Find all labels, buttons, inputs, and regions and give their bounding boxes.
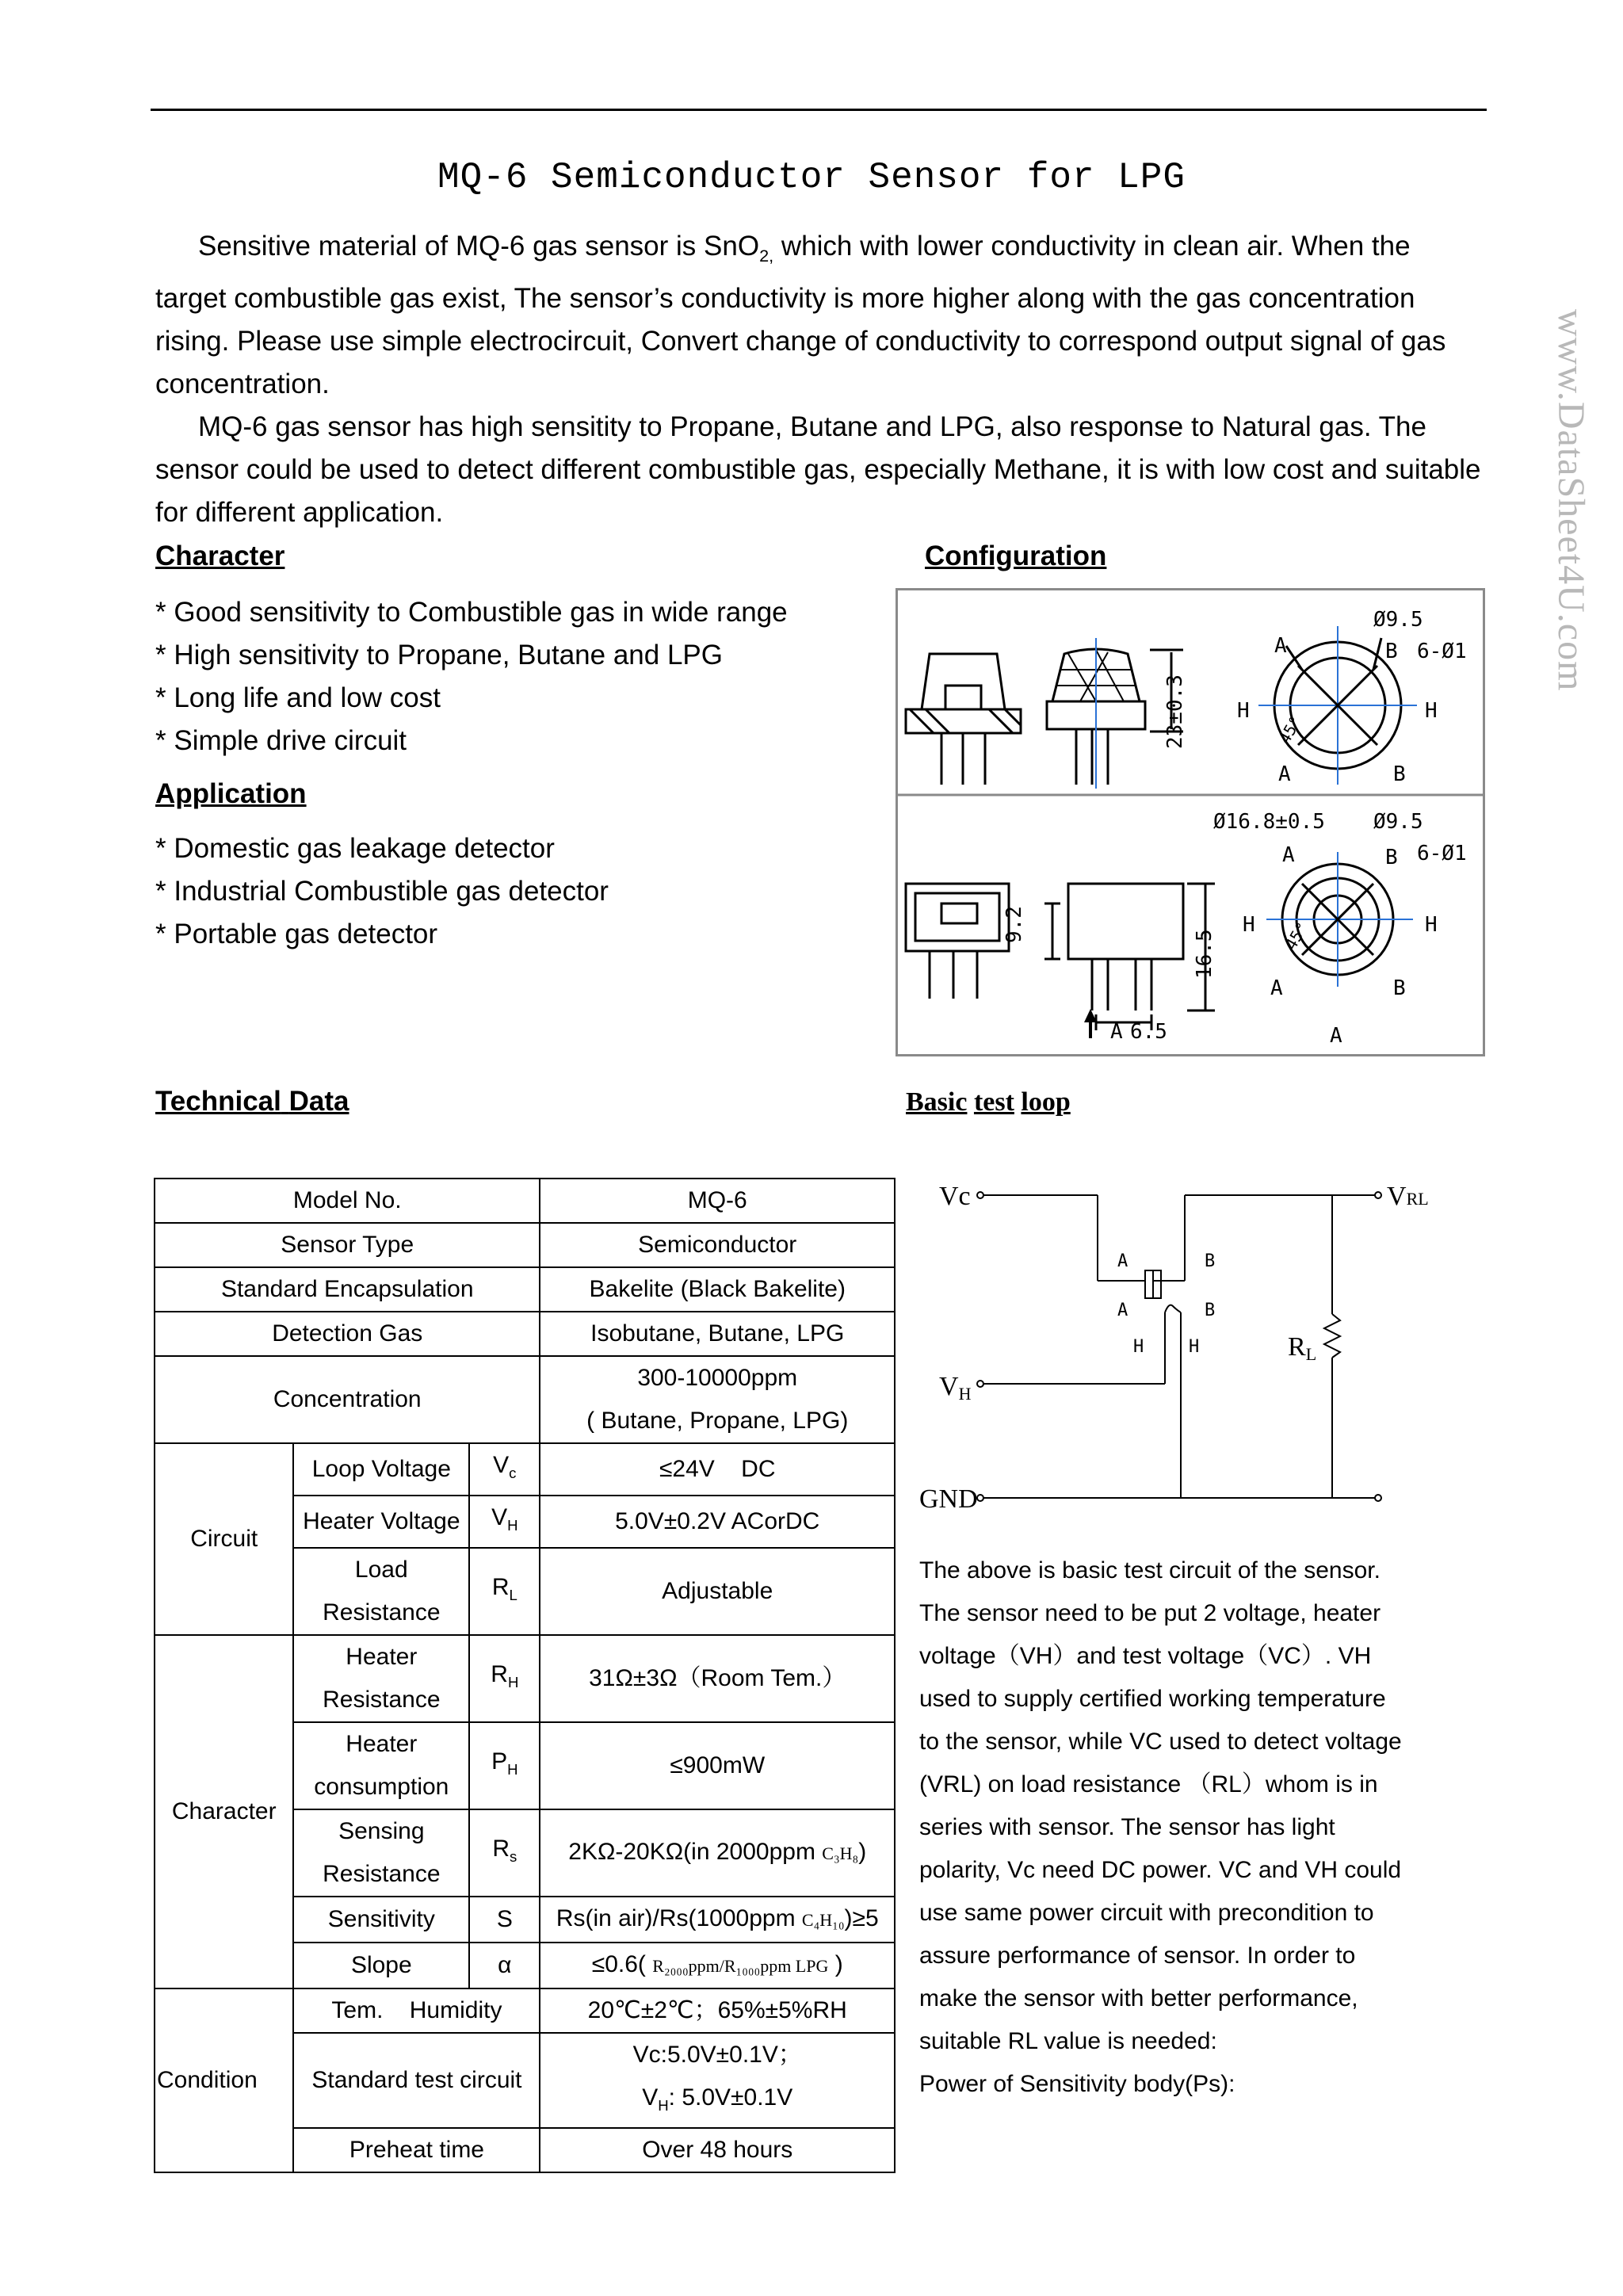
vc-label: Vc (939, 1182, 971, 1211)
pins-bottom-label: 6-Ø1 (1417, 842, 1467, 865)
application-heading: Application (155, 778, 307, 809)
list-item: * Domestic gas leakage detector (155, 833, 555, 864)
table-row: Heater Voltage $V_H$ 5.0V±0.2V ACorDC (155, 1496, 895, 1548)
sensor-pin-b: B (1205, 1251, 1216, 1271)
vrl-label: VRL (1387, 1182, 1429, 1211)
pin-label-h: H (1243, 913, 1255, 937)
pin-layout-bottom (1266, 852, 1413, 987)
list-item: * Good sensitivity to Combustible gas in wide range (155, 597, 788, 628)
table-row: Standard Encapsulation Bakelite (Black Bakelite) (155, 1267, 895, 1312)
pin-label-h: H (1237, 699, 1250, 723)
list-item: * Long life and low cost (155, 682, 441, 713)
table-row: Model No. MQ-6 (155, 1179, 895, 1223)
sensor-pin-a: A (1117, 1301, 1128, 1320)
test-circuit-description: The above is basic test circuit of the sensor. The sensor need to be put 2 voltage, heater voltage（VH）and test voltage（VC）. VH used to supply certified working temperature to the sensor, while VC used to detect voltage (VRL) on load resistance （RL）whom is in series with sensor. The sensor has light polarity, Vc need DC power. VC and VH could use same power circuit with precondition to assure performance of sensor. In order to make the sensor with better performance, suitable RL value is needed: Power of Sensitivity body(Ps): (919, 1549, 1411, 2106)
pin-label-a: A (1330, 1024, 1342, 1048)
configuration-heading: Configuration (925, 541, 1107, 571)
height-92-label: 9.2 (1002, 906, 1026, 943)
angle-bottom-label: 45° (1281, 919, 1312, 953)
sensor-pin-h: H (1133, 1337, 1144, 1357)
table-row: Character Heater Resistance $R_H$ 31Ω±3Ω（Room Tem.） (155, 1635, 895, 1722)
table-row: Detection Gas Isobutane, Butane, LPG (155, 1312, 895, 1356)
sensor-pin-b: B (1205, 1301, 1216, 1320)
vh-label: VH (939, 1372, 972, 1404)
intro-text (155, 225, 1487, 534)
terminal-icon (977, 1192, 983, 1198)
technical-data-heading: Technical Data (155, 1086, 349, 1117)
rl-label: RL (1288, 1332, 1317, 1364)
height-dimension-top: 23±0.3 (1163, 674, 1187, 749)
table-row: Preheat time Over 48 hours (155, 2128, 895, 2172)
sensor-side-section (906, 654, 1021, 785)
list-item: * Industrial Combustible gas detector (155, 876, 609, 907)
table-row: Circuit Loop Voltage $V_c$ ≤24V DC (155, 1443, 895, 1496)
pin-label-a: A (1270, 976, 1283, 1000)
pin-label-b: B (1393, 976, 1406, 1000)
character-list (155, 591, 788, 762)
table-row: Sensitivity S Rs(in air)/Rs(1000ppm C₄H₁₀)≥5 (155, 1897, 895, 1943)
gnd-label: GND (919, 1484, 978, 1514)
sensor-body-side (1044, 884, 1215, 1030)
pin-label-h: H (1425, 699, 1438, 723)
technical-data-table (154, 1178, 896, 2173)
table-row: Concentration 300-10000ppm ( Butane, Propane, LPG) (155, 1356, 895, 1443)
pin-label-b: B (1385, 640, 1398, 663)
application-list (155, 827, 609, 956)
basic-test-loop-heading: Basic test loop (906, 1087, 1071, 1117)
terminal-icon (1375, 1192, 1381, 1198)
table-row: Sensing Resistance $R_s$ 2KΩ-20KΩ(in 2000ppm C₃H₈) (155, 1809, 895, 1897)
width-65-label: 6.5 (1130, 1020, 1167, 1044)
watermark: www.DataSheet4U.com (1550, 309, 1592, 692)
pin-label-b: B (1385, 846, 1398, 869)
sensor-bottom-section (906, 884, 1009, 999)
table-row: Condition Tem. Humidity 20℃±2℃；65%±5%RH (155, 1988, 895, 2033)
table-row: Slope α ≤0.6( R₂₀₀₀ppm/R₁₀₀₀ppm LPG ) (155, 1943, 895, 1988)
list-item: * Simple drive circuit (155, 725, 407, 756)
section-a-label: A (1110, 1020, 1123, 1044)
list-item: * Portable gas detector (155, 919, 438, 949)
configuration-drawing (896, 588, 1485, 1056)
diameter-168-label: Ø16.8±0.5 (1213, 810, 1325, 834)
table-row: Standard test circuit Vc:5.0V±0.1V； $V_H$: 5.0V±0.1V (155, 2033, 895, 2128)
sensor-pin-a: A (1117, 1251, 1128, 1271)
table-row: Heater consumption $P_H$ ≤900mW (155, 1722, 895, 1809)
sensitivity-power-label: Power of Sensitivity body(Ps): (919, 2071, 1235, 2097)
sensor-pin-h: H (1189, 1337, 1200, 1357)
pin-label-a: A (1274, 634, 1287, 658)
angle-top-label: 45° (1274, 712, 1306, 747)
diameter-top-label: Ø9.5 (1373, 608, 1423, 632)
intro-paragraph-2: MQ-6 gas sensor has high sensitity to Propane, Butane and LPG, also response to Natural gas. The sensor could be used to detect different combustible gas, especially Methane, it is with low cost and suitable for different application. (155, 411, 1481, 528)
terminal-icon (977, 1495, 983, 1501)
terminal-icon (1375, 1495, 1381, 1501)
pin-label-a: A (1278, 762, 1291, 786)
pin-label-a: A (1282, 843, 1295, 867)
test-circuit-diagram (907, 1171, 1462, 1532)
table-row: Load Resistance $R_L$ Adjustable (155, 1548, 895, 1635)
list-item: * High sensitivity to Propane, Butane and LPG (155, 640, 723, 670)
page-title: MQ-6 Semiconductor Sensor for LPG (437, 157, 1186, 198)
terminal-icon (977, 1381, 983, 1387)
height-165-label: 16.5 (1193, 929, 1216, 979)
top-rule (151, 109, 1487, 111)
pin-label-b: B (1393, 762, 1406, 786)
intro-paragraph-1: Sensitive material of MQ-6 gas sensor is SnO$_{2,}$ which with lower conductivity in clean air. When the target combustible gas exist, The sensor’s conductivity is more higher along with the gas concentration rising. Please use simple electrocircuit, Convert change of conductivity to correspond output signal of gas concentration. (155, 231, 1446, 399)
table-row: Sensor Type Semiconductor (155, 1223, 895, 1267)
character-heading: Character (155, 541, 285, 571)
pin-label-h: H (1425, 913, 1438, 937)
pins-top-label: 6-Ø1 (1417, 640, 1467, 663)
diameter-bottom-label: Ø9.5 (1373, 810, 1423, 834)
